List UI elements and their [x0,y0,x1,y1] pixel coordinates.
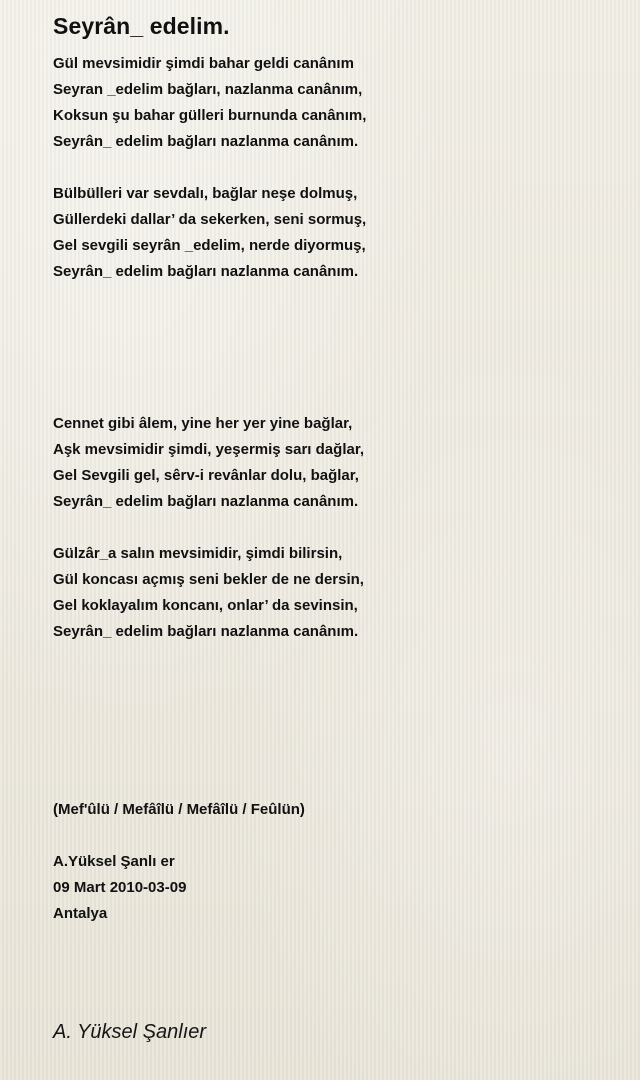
poem-line: Bülbülleri var sevdalı, bağlar neşe dolmuş, [53,185,358,202]
poem-line: Koksun şu bahar gülleri burnunda canânım, [53,107,367,124]
meter-note: (Mef'ûlü / Mefâîlü / Mefâîlü / Feûlün) [53,801,305,818]
poem-line: Seyrân_ edelim bağları nazlanma canânım. [53,263,359,280]
poem-info [53,849,186,927]
author-line: A.Yüksel Şanlı er [53,853,175,870]
stanza-4 [53,541,364,645]
poem-line: Gel koklayalım koncanı, onlar’ da sevinsin, [53,597,358,614]
poem-line: Gül koncası açmış seni bekler de ne dersin, [53,571,364,588]
poem-title: Seyrân_ edelim. [53,13,230,39]
stanza-2 [53,181,366,285]
stanza-3 [53,411,364,515]
poem-line: Gülzâr_a salın mevsimidir, şimdi bilirsin, [53,545,343,562]
poem-line: Gel sevgili seyrân _edelim, nerde diyormuş, [53,237,366,254]
poem-line: Güllerdeki dallar’ da sekerken, seni sormuş, [53,211,367,228]
poem-line: Gel Sevgili gel, sêrv-i revânlar dolu, bağlar, [53,467,359,484]
poem-line: Gül mevsimidir şimdi bahar geldi canânım [53,55,354,72]
poem-line: Seyran _edelim bağları, nazlanma canânım, [53,81,363,98]
poem-line: Seyrân_ edelim bağları nazlanma canânım. [53,493,359,510]
poem-line: Seyrân_ edelim bağları nazlanma canânım. [53,623,359,640]
date-line: 09 Mart 2010-03-09 [53,879,187,896]
poem-line: Seyrân_ edelim bağları nazlanma canânım. [53,133,359,150]
author-signature: A. Yüksel Şanlıer [53,1021,207,1043]
stanza-1 [53,51,366,155]
poem-line: Aşk mevsimidir şimdi, yeşermiş sarı dağlar, [53,441,365,458]
place-line: Antalya [53,905,108,922]
poem-line: Cennet gibi âlem, yine her yer yine bağlar, [53,415,353,432]
